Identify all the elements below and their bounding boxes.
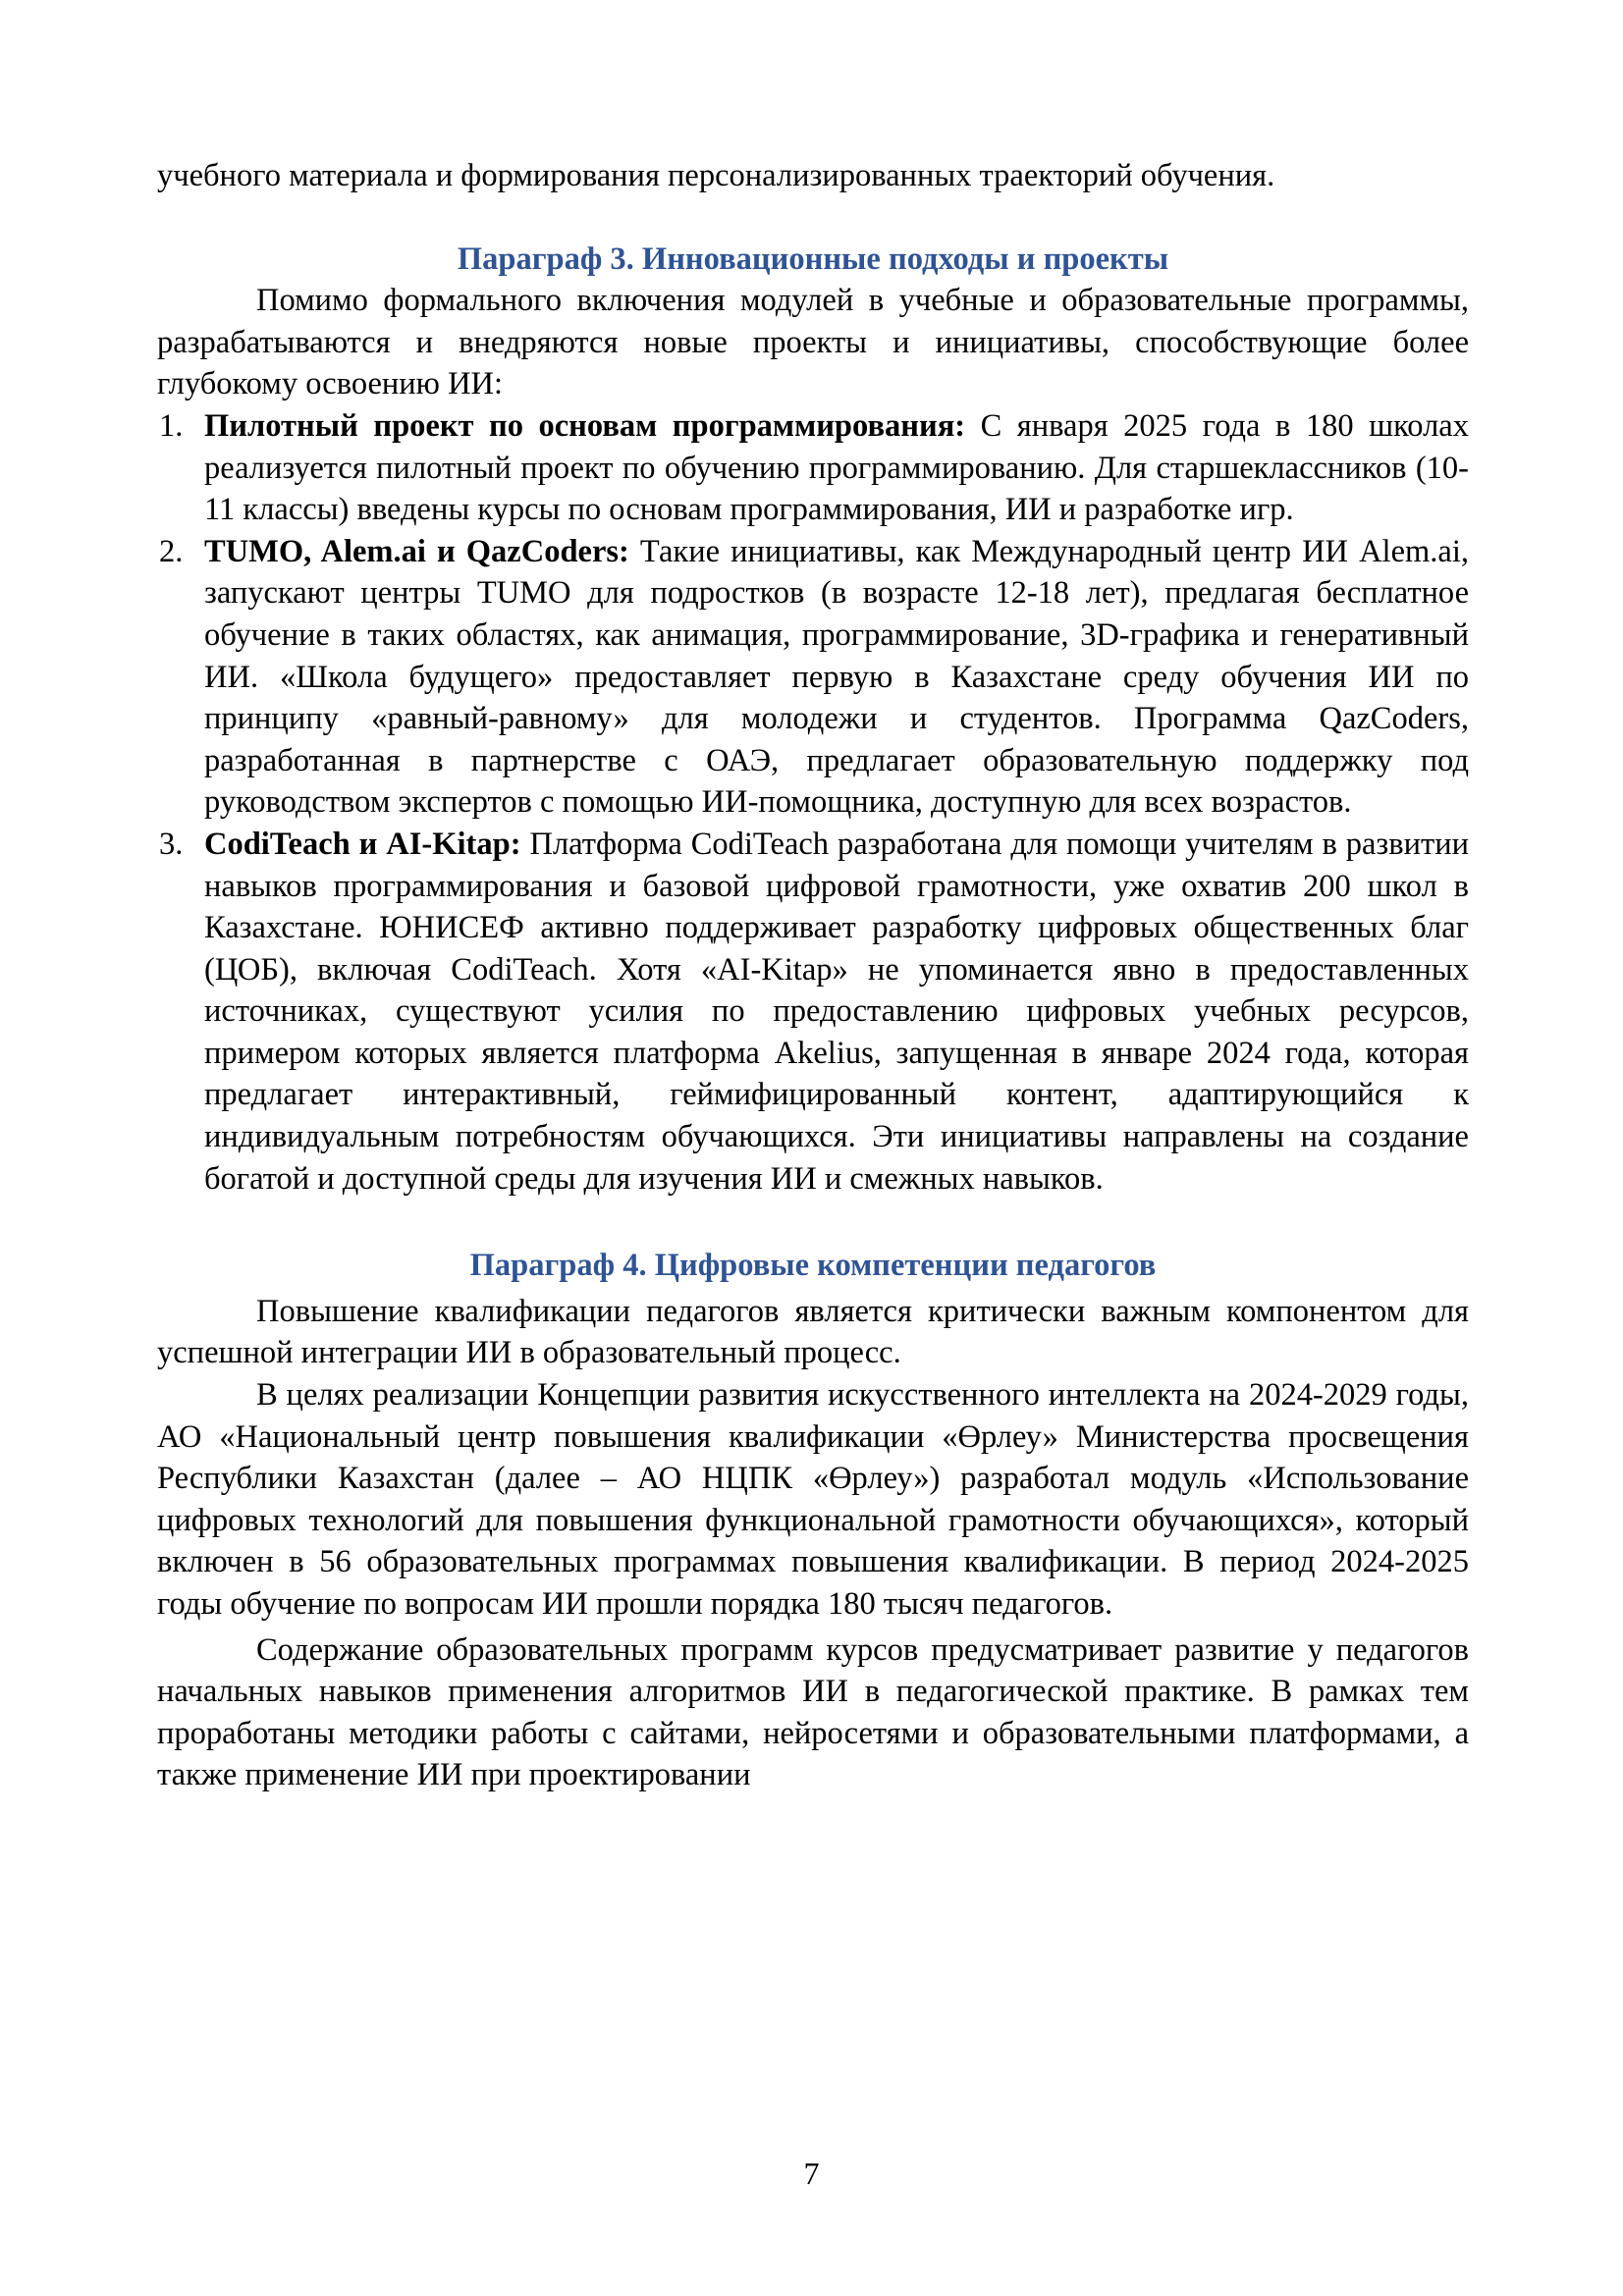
section-4-paragraph: В целях реализации Концепции развития искусственного интеллекта на 2024-2029 годы, АО «Национальный центр повышения квалификации «Өрлеу» Министерства просвещения Республики Казахстан (далее – АО НЦПК «Өрлеу») разработал модуль «Использование цифровых технологий для повышения функциональной грамотности обучающихся», который включен в 56 образовательных программах повышения квалификации. В период 2024-2025 годы обучение по вопросам ИИ прошли порядка 180 тысяч педагогов. — [157, 1377, 1469, 1622]
page-number: 7 — [803, 2156, 820, 2191]
list-item-text: Платформа CodiTeach разработана для помощи учителям в развитии навыков программирования и базовой цифровой грамотности, уже охватив 200 школ в Казахстане. ЮНИСЕФ активно поддерживает разработку цифровых общественных благ (ЦОБ), включая CodiTeach. Хотя «AI-Kitap» не упоминается явно в предоставленных источниках, существуют усилия по предоставлению цифровых учебных ресурсов, примером которых является платформа Akelius, запущенная в январе 2024 года, которая предлагает интерактивный, геймифицированный контент, адаптирующийся к индивидуальным потребностям обучающихся. Эти инициативы направлены на создание богатой и доступной среды для изучения ИИ и смежных навыков. — [204, 826, 1469, 1197]
section-3-heading: Параграф 3. Инновационные подходы и проекты — [457, 240, 1169, 277]
section-3-intro-paragraph: Помимо формального включения модулей в учебные и образовательные программы, разрабатываются и внедряются новые проекты и инициативы, способствующие более глубокому освоению ИИ: — [157, 283, 1469, 402]
section-4-paragraph: Содержание образовательных программ курсов предусматривает развитие у педагогов начальных навыков применения алгоритмов ИИ в педагогической практике. В рамках тем проработаны методики работы с сайтами, нейросетями и образовательными платформами, а также применение ИИ при проектировании — [157, 1631, 1469, 1793]
list-item-number: 1. — [159, 407, 184, 444]
initiatives-list — [157, 405, 1469, 1200]
list-item — [157, 531, 1469, 824]
list-item-text: Такие инициативы, как Международный центр ИИ Alem.ai, запускают центры TUMO для подростков (в возрасте 12-18 лет), предлагая бесплатное обучение в таких областях, как анимация, программирование, 3D-графика и генеративный ИИ. «Школа будущего» предоставляет первую в Казахстане среду обучения ИИ по принципу «равный-равному» для молодежи и студентов. Программа QazCoders, разработанная в партнерстве с ОАЭ, предлагает образовательную поддержку под руководством экспертов с помощью ИИ-помощника, доступную для всех возрастов. — [204, 533, 1469, 821]
list-item-title: TUMO, Alem.ai и QazCoders: — [204, 533, 629, 569]
list-item — [157, 824, 1469, 1200]
list-item-number: 2. — [159, 533, 184, 569]
list-item — [157, 405, 1469, 531]
list-item-title: Пилотный проект по основам программирования: — [204, 407, 966, 444]
section-4-paragraph: Повышение квалификации педагогов является критически важным компонентом для успешной интеграции ИИ в образовательный процесс. — [157, 1293, 1469, 1371]
list-item-text: С января 2025 года в 180 школах реализуется пилотный проект по обучению программированию. Для старшеклассников (10-11 классы) введены курсы по основам программирования, ИИ и разработке игр. — [204, 407, 1469, 528]
section-4-heading: Параграф 4. Цифровые компетенции педагогов — [469, 1248, 1157, 1284]
list-item-title: CodiTeach и AI-Kitap: — [204, 826, 521, 862]
list-item-number: 3. — [159, 826, 184, 862]
document-page — [157, 155, 1469, 1796]
intro-continuation-paragraph: учебного материала и формирования персонализированных траекторий обучения. — [157, 158, 1275, 193]
